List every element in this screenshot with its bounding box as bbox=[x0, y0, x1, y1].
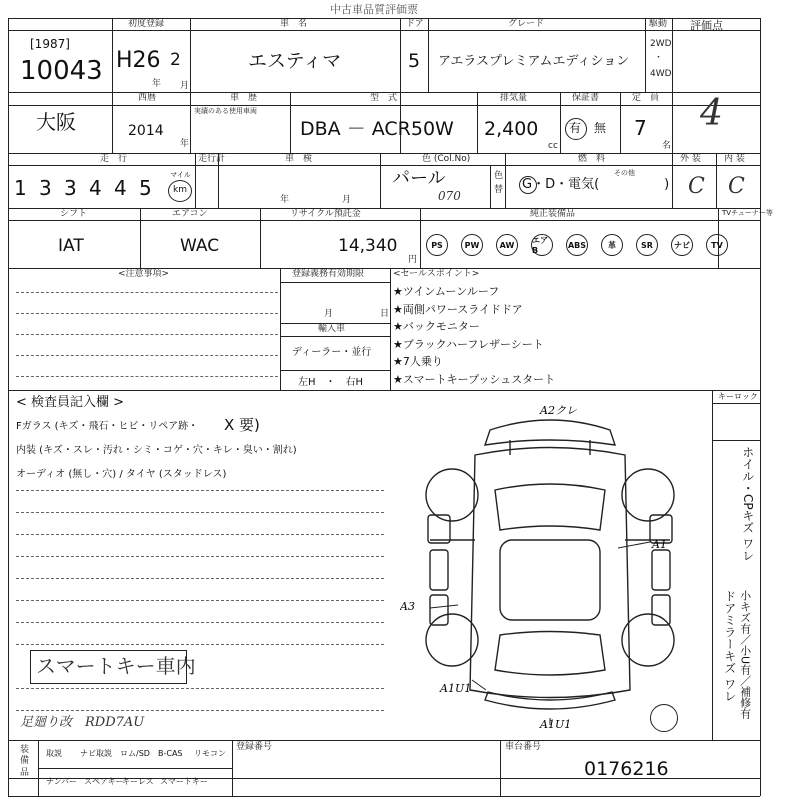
footer-equip-label: 装備品 bbox=[20, 745, 30, 778]
equipment-item: PW bbox=[461, 234, 483, 256]
score-value: 4 bbox=[700, 93, 723, 134]
sales-point: ★ブラックハーフレザーシート bbox=[393, 337, 544, 351]
recycle-label: リサイクル預託金 bbox=[290, 209, 361, 219]
color-change-label: 色替 bbox=[494, 171, 504, 195]
lot-number: 10043 bbox=[20, 56, 103, 86]
reg-deadline-label: 登録義務有効期限 bbox=[292, 269, 365, 279]
footer-item: B-CAS bbox=[158, 749, 183, 758]
equipment-item: SR bbox=[636, 234, 658, 256]
side-text-3: 小キズ有／小U有／補修有 bbox=[738, 590, 752, 720]
shift-label: シフト bbox=[60, 209, 88, 219]
displacement-label: 排気量 bbox=[500, 93, 528, 103]
tuner-label: TVチューナー等 bbox=[722, 209, 773, 217]
score-label: 評価点 bbox=[690, 19, 723, 32]
grade-label: グレード bbox=[508, 19, 545, 29]
fuel-value: G・D・電気( ) bbox=[522, 177, 670, 192]
mark-top: A2クレ bbox=[540, 404, 577, 417]
color-value: パール bbox=[392, 168, 446, 189]
first-reg-month: 2 bbox=[170, 50, 181, 70]
dealer-label: ディーラー・並行 bbox=[292, 347, 372, 358]
footer-item: 取説 bbox=[46, 749, 62, 758]
yen-unit: 円 bbox=[408, 255, 418, 265]
lot-label: [1987] bbox=[30, 37, 70, 51]
footer-item: キーレス bbox=[122, 777, 154, 786]
mileage-sub-label: 走行計 bbox=[198, 154, 226, 164]
mileage-digit: 1 bbox=[14, 176, 27, 200]
year-value: 2014 bbox=[128, 123, 164, 139]
drive-2wd: 2WD bbox=[650, 39, 672, 49]
aircon-value: WAC bbox=[180, 236, 220, 256]
footer-item: スマートキー bbox=[160, 777, 208, 786]
first-reg-label: 初度登録 bbox=[128, 19, 165, 29]
sales-point: ★ツインムーンルーフ bbox=[393, 285, 500, 298]
exterior-value: C bbox=[688, 174, 705, 199]
key-lock-label: キーロック bbox=[718, 392, 758, 401]
mile-label: マイル bbox=[170, 171, 191, 179]
glass-line: Fガラス (キズ・飛石・ヒビ・リペア跡・ bbox=[16, 421, 199, 432]
fuel-label: 燃 料 bbox=[578, 154, 606, 164]
notes-label: <注意事項> bbox=[118, 269, 170, 279]
interior-line: 内装 (キズ・スレ・汚れ・シミ・コゲ・穴・キレ・臭い・割れ) bbox=[16, 445, 297, 456]
mileage-digit: 4 bbox=[89, 176, 102, 200]
equipment-item: 革 bbox=[601, 234, 623, 256]
side-text-2: ドアミラーキズ ワレ bbox=[722, 590, 737, 702]
first-reg-month-unit: 月 bbox=[180, 81, 190, 91]
grade-value: アエラスプレミアムエディション bbox=[438, 54, 630, 69]
inspection-year-unit: 年 bbox=[280, 195, 290, 205]
fuel-other-label: その他 bbox=[614, 169, 635, 177]
sales-point: ★バックモニター bbox=[393, 320, 480, 333]
footer-item: ロム/SD bbox=[120, 749, 150, 758]
interior-label: 内 装 bbox=[724, 154, 745, 164]
reg-month: 月 bbox=[324, 309, 334, 319]
warranty-no: 無 bbox=[594, 121, 607, 135]
footer-item: リモコン bbox=[194, 749, 226, 758]
sales-label: <セールスポイント> bbox=[393, 269, 480, 279]
reg-day: 日 bbox=[380, 309, 390, 319]
mileage-digit: 5 bbox=[139, 176, 152, 200]
year-unit: 年 bbox=[180, 139, 190, 149]
seibi-label: 西暦 bbox=[138, 93, 157, 103]
type-label: 型 式 bbox=[370, 93, 398, 103]
shift-value: IAT bbox=[58, 236, 84, 256]
capacity-value: 7 bbox=[634, 116, 647, 140]
capacity-label: 定 員 bbox=[632, 93, 660, 103]
region: 大阪 bbox=[36, 110, 76, 134]
drive-4wd: 4WD bbox=[650, 69, 672, 79]
displacement-value: 2,400 bbox=[484, 118, 539, 140]
first-reg-value: H26 bbox=[116, 48, 161, 73]
sales-point: ★スマートキープッシュスタート bbox=[393, 372, 556, 386]
interior-value: C bbox=[728, 174, 745, 199]
recycle-value: 14,340 bbox=[338, 236, 398, 256]
mileage-digit: 3 bbox=[39, 176, 52, 200]
chassis-label: 車 歴 bbox=[230, 93, 258, 103]
bottom-note: 足廻り改 RDD7AU bbox=[20, 715, 145, 730]
import-label: 輸入車 bbox=[318, 324, 346, 334]
equipment-item: AW bbox=[496, 234, 518, 256]
footer-item: スペアキー bbox=[84, 777, 124, 786]
equipment-item: ABS bbox=[566, 234, 588, 256]
doors-label: ドア bbox=[406, 19, 424, 29]
doors-value: 5 bbox=[408, 50, 421, 72]
equipment-item: TV bbox=[706, 234, 728, 256]
mark-bottom: A1U1 bbox=[540, 718, 572, 731]
model-name-value: エスティマ bbox=[248, 50, 342, 72]
cc-unit: cc bbox=[548, 141, 558, 151]
chassis-note: 実績のある使用車両 bbox=[194, 107, 257, 115]
inspection-month-unit: 月 bbox=[342, 195, 352, 205]
model-name-label: 車 名 bbox=[280, 19, 308, 29]
unit-number: 0176216 bbox=[584, 758, 669, 780]
equipment-label: 純正装備品 bbox=[530, 209, 576, 219]
glass-mark: X 要) bbox=[224, 416, 260, 434]
sales-point: ★両側パワースライドドア bbox=[393, 302, 523, 316]
inspector-title: < 検査員記入欄 > bbox=[16, 395, 125, 410]
drive-dot: ・ bbox=[654, 53, 664, 63]
side-text-1: ホイル・CPキズ ワレ bbox=[740, 446, 755, 562]
smart-key-note: スマートキー車内 bbox=[36, 654, 196, 678]
first-reg-year-unit: 年 bbox=[152, 79, 162, 89]
mileage-label: 走 行 bbox=[100, 154, 128, 164]
car-diagram bbox=[400, 400, 700, 735]
mark-right: A1 bbox=[652, 538, 667, 551]
warranty-label: 保証書 bbox=[572, 93, 600, 103]
color-no: 070 bbox=[438, 189, 461, 203]
equipment-item: エアB bbox=[531, 234, 553, 256]
footer-item: ナビ取説 bbox=[80, 749, 112, 758]
equipment-item: ナビ bbox=[671, 234, 693, 256]
type-value: DBA － ACR50W bbox=[300, 118, 454, 140]
mark-left: A3 bbox=[400, 600, 415, 613]
inspection-label: 車 検 bbox=[285, 154, 313, 164]
color-label: 色 (Col.No) bbox=[422, 154, 471, 164]
aircon-label: エアコン bbox=[172, 209, 208, 219]
mileage-digit: 3 bbox=[64, 176, 77, 200]
unit-number-label: 車台番号 bbox=[505, 742, 542, 752]
reg-number-label: 登録番号 bbox=[236, 742, 273, 752]
footer-item: ナンバー bbox=[46, 777, 78, 786]
drive-label: 駆動 bbox=[649, 19, 668, 29]
mileage-digit: 4 bbox=[114, 176, 127, 200]
sales-point: ★7人乗り bbox=[393, 355, 443, 368]
steering-label: 左H ・ 右H bbox=[298, 377, 364, 388]
warranty-yes: 有 bbox=[569, 121, 582, 135]
audio-line: オーディオ (無し・穴) / タイヤ (スタッドレス) bbox=[16, 469, 227, 480]
mark-bottom-left: A1U1 bbox=[440, 682, 472, 695]
equipment-item: PS bbox=[426, 234, 448, 256]
person-unit: 名 bbox=[662, 141, 672, 151]
exterior-label: 外 装 bbox=[680, 154, 701, 164]
km-label: km bbox=[173, 185, 187, 195]
top-title: 中古車品質評価票 bbox=[330, 3, 418, 16]
